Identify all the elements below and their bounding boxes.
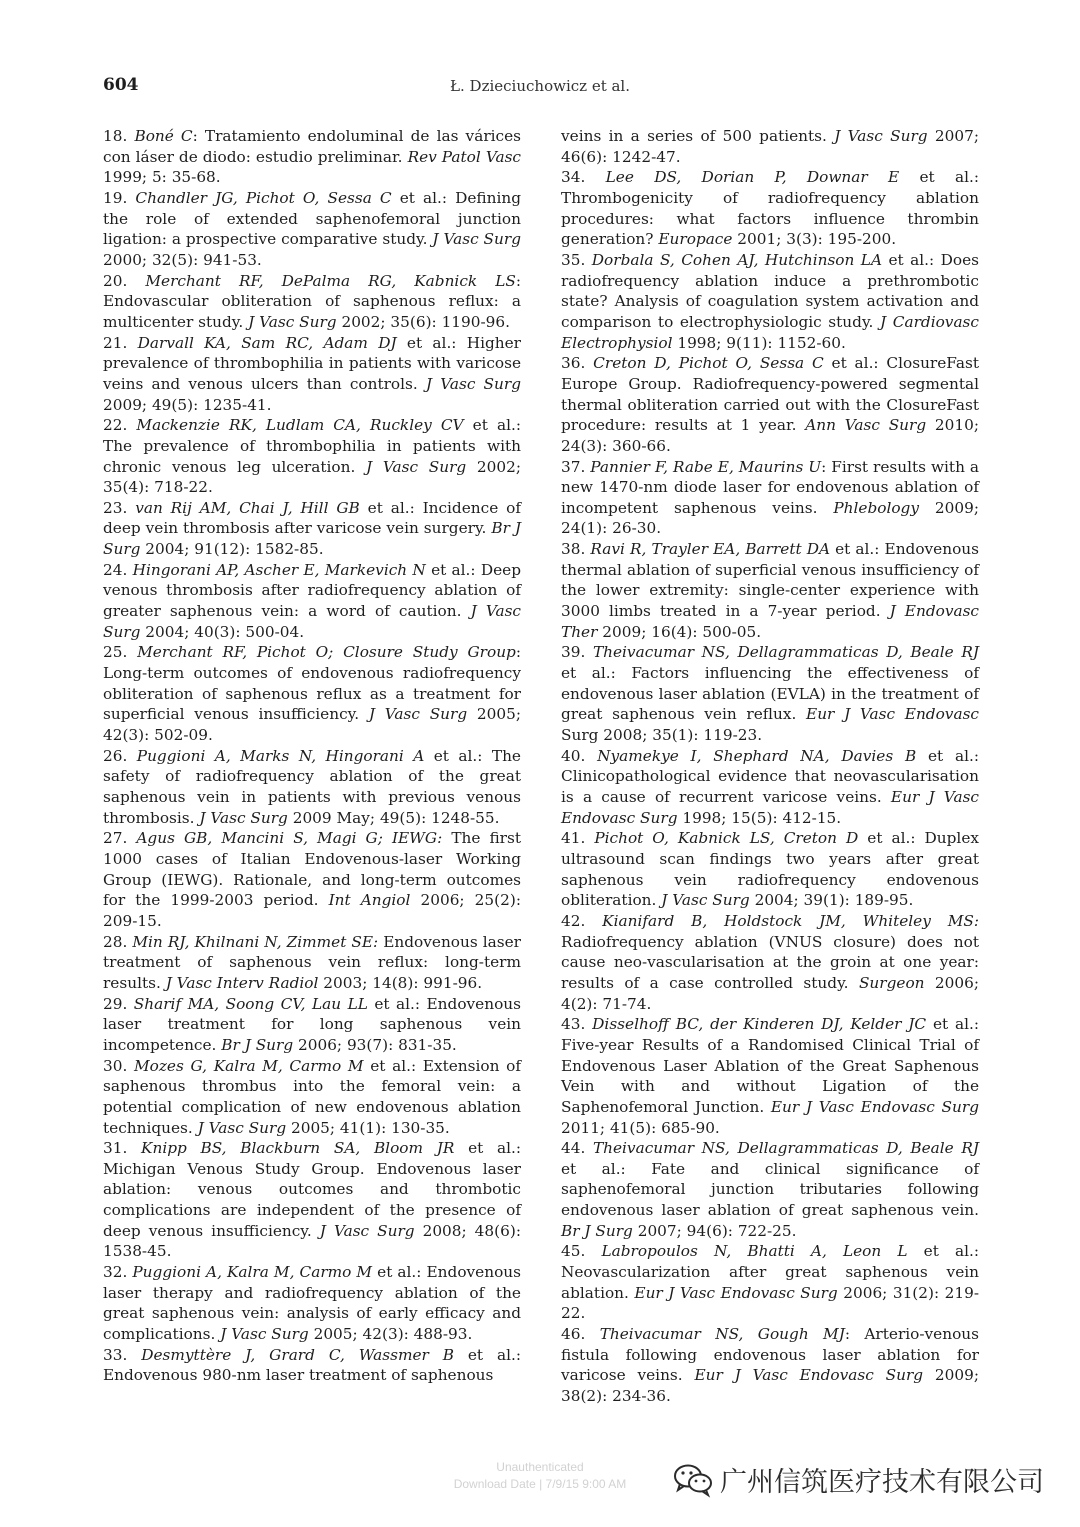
reference-number: 46. [561, 1325, 586, 1344]
reference-cite: 2004; 40(3): 500-04. [140, 622, 305, 641]
reference-authors: Labropoulos N, Bhatti A, Leon L [601, 1242, 908, 1261]
reference-item [561, 353, 979, 456]
reference-number: 28. [103, 932, 128, 951]
reference-rest: et al.: Endovenous 980-nm laser treatment of saphenous [103, 1345, 521, 1385]
reference-item [561, 828, 979, 911]
reference-rest: et al.: Deep venous thrombosis after radiofrequency ablation of greater saphenous vein: a word of caution. [103, 560, 521, 621]
reference-item [103, 560, 521, 643]
reference-authors: Mackenzie RK, Ludlam CA, Ruckley CV [136, 416, 464, 435]
reference-rest: et al.: Defining the role of extended saphenofemoral junction ligation: a prospective comparative study. [103, 188, 521, 249]
reference-authors: Sharif MA, Soong CV, Lau LL [133, 994, 368, 1013]
reference-cite: 2009; 24(1): 26-30. [561, 498, 979, 538]
reference-rest: Radiofrequency ablation (VNUS closure) does not cause neo-vascularisation at the groin at one year: results of a case controlled study. [561, 932, 979, 992]
reference-number: 23. [103, 498, 128, 517]
reference-item [561, 746, 979, 829]
download-stamp-line1: Unauthenticated [496, 1460, 584, 1474]
reference-journal: J Vasc Surg [319, 1221, 415, 1240]
reference-item [103, 1056, 521, 1139]
reference-item [561, 457, 979, 540]
reference-journal: Eur J Vasc Endovasc Surg [561, 788, 979, 827]
reference-journal: Surgeon [858, 973, 925, 992]
reference-number: 42. [561, 911, 586, 930]
reference-journal: J Vasc Surg [366, 457, 467, 476]
reference-authors: Nyamekye I, Shephard NA, Davies B [597, 746, 917, 765]
reference-item [561, 1324, 979, 1407]
reference-cite: Surg 2008; 35(1): 119-23. [561, 726, 763, 745]
reference-authors: Mozes G, Kalra M, Carmo M [134, 1056, 364, 1075]
reference-journal: Eur J Vasc Endovasc Surg [634, 1283, 838, 1302]
reference-item [561, 642, 979, 745]
reference-cite: 2005; 42(3): 488-93. [308, 1325, 473, 1344]
reference-item [103, 498, 521, 560]
reference-journal: J Vasc Surg [661, 891, 750, 910]
reference-cite: 2005; 41(1): 130-35. [286, 1118, 450, 1137]
reference-item [103, 188, 521, 271]
reference-item [103, 642, 521, 745]
reference-item [561, 911, 979, 1014]
reference-journal: Eur J Vasc Endovasc Surg [694, 1366, 924, 1385]
reference-continuation [561, 126, 979, 167]
reference-list-right [561, 126, 979, 1407]
reference-cite: 2004; 39(1): 189-95. [749, 891, 914, 910]
reference-rest: et al.: Clinicopathological evidence that neovascularisation is a cause of recurrent varicose veins. [561, 746, 979, 806]
reference-journal: Br J Surg [561, 1221, 633, 1240]
reference-rest: : Long-term outcomes of endovenous radiofrequency obliteration of saphenous reflux as a treatment for superficial venous insufficiency. [103, 643, 521, 724]
reference-cite: 2005; 42(3): 502-09. [103, 705, 521, 745]
reference-rest: et al.: Higher prevalence of thrombophilia in patients with varicose veins and venous ulcers than controls. [103, 333, 521, 393]
reference-item [561, 1014, 979, 1138]
reference-rest: et al.: The prevalence of thrombophilia in patients with chronic venous leg ulceration. [103, 416, 521, 476]
reference-cite: 2006; 31(2): 219-22. [561, 1283, 980, 1323]
reference-journal: J Vasc Surg [197, 1118, 287, 1137]
reference-authors: Merchant RF, Pichot O; Closure Study Group [137, 643, 516, 662]
reference-cite: 2009; 38(2): 234-36. [561, 1366, 979, 1406]
reference-number: 19. [103, 188, 128, 207]
reference-rest: et al.: Does radiofrequency ablation induce a prethrombotic state? Analysis of coagulation system activation and comparison to electrophysiologic study. [561, 250, 979, 331]
reference-number: 38. [561, 540, 586, 559]
reference-item [103, 1345, 521, 1386]
reference-number: 25. [103, 643, 128, 662]
reference-rest: et al.: Incidence of deep vein thrombosis after varicose vein surgery. [103, 498, 521, 538]
reference-item [103, 126, 521, 188]
reference-rest: et al.: Thrombogenicity of radiofrequency ablation procedures: what factors influence thrombin generation? [561, 168, 980, 249]
reference-cite: 2002; 35(6): 1190-96. [336, 312, 510, 331]
reference-rest: et al.: Five-year Results of a Randomised Clinical Trial of Endovenous Laser Ablation of the Great Saphenous Vein with and without Ligation of the Saphenofemoral Junction. [561, 1015, 979, 1116]
reference-journal: Rev Patol Vasc [407, 147, 521, 166]
reference-number: 39. [561, 643, 586, 662]
reference-number: 32. [103, 1263, 128, 1282]
reference-item [561, 539, 979, 642]
reference-cite: 2000; 32(5): 941-53. [103, 250, 262, 269]
reference-journal: J Vasc Surg [103, 602, 521, 641]
reference-authors: Darvall KA, Sam RC, Adam DJ [137, 333, 397, 352]
page-number: 604 [103, 75, 139, 95]
reference-number: 27. [103, 829, 128, 848]
reference-number: 34. [561, 168, 586, 187]
reference-authors: Pannier F, Rabe E, Maurins U [590, 457, 822, 476]
reference-list-left [103, 126, 521, 1386]
reference-authors: Boné C [134, 127, 193, 145]
reference-rest: et al.: Endovenous laser therapy and radiofrequency ablation of the great saphenous vein: analysis of early efficacy and complications. [103, 1263, 521, 1344]
reference-item [103, 828, 521, 931]
reference-rest: et al.: Duplex ultrasound scan findings two years after great saphenous vein radiofrequency endovenous obliteration. [561, 829, 979, 910]
reference-number: 40. [561, 746, 586, 765]
reference-item [561, 1138, 979, 1241]
reference-authors: Merchant RF, DePalma RG, Kabnick LS [145, 271, 516, 290]
reference-number: 26. [103, 746, 128, 765]
reference-journal: J Vasc Surg [368, 705, 468, 724]
reference-number: 20. [103, 271, 128, 290]
reference-number: 41. [561, 829, 586, 848]
reference-authors: Puggioni A, Kalra M, Carmo M [132, 1263, 373, 1282]
reference-authors: Agus GB, Mancini S, Magi G; IEWG: [136, 829, 443, 848]
reference-journal: Europace [658, 230, 733, 249]
download-stamp [430, 1459, 650, 1493]
reference-rest: Endovenous laser treatment of saphenous vein reflux: long-term results. [103, 932, 521, 992]
reference-rest: et al.: Endovenous laser treatment for long saphenous vein incompetence. [103, 994, 521, 1054]
reference-rest: veins in a series of 500 patients. [561, 127, 835, 145]
reference-journal: J Vasc Surg [432, 230, 521, 249]
reference-journal: Br J Surg [103, 519, 521, 559]
reference-cite: 2011; 41(5): 685-90. [561, 1118, 720, 1137]
reference-journal: J Vasc Surg [425, 374, 521, 393]
reference-authors: Ravi R, Trayler EA, Barrett DA [590, 540, 831, 559]
reference-number: 18. [103, 127, 128, 145]
reference-cite: 2006; 93(7): 831-35. [293, 1035, 457, 1054]
reference-rest: : Endovascular obliteration of saphenous reflux: a multicenter study. [103, 271, 521, 331]
reference-cite: 2009; 16(4): 500-05. [597, 622, 762, 641]
reference-journal: J Vasc Surg [834, 127, 928, 145]
reference-authors: van Rij AM, Chai J, Hill GB [135, 498, 360, 517]
reference-rest: et al.: Michigan Venous Study Group. Endovenous laser ablation: venous outcomes and thrombotic complications are independent of the presence of deep venous insufficiency. [103, 1139, 521, 1240]
reference-rest: et al.: Factors influencing the effectiveness of endovenous laser ablation (EVLA) in the treatment of great saphenous vein reflux. [561, 664, 979, 724]
reference-authors: Chandler JG, Pichot O, Sessa C [135, 188, 392, 207]
reference-cite: 2004; 91(12): 1582-85. [140, 540, 324, 559]
reference-authors: Creton D, Pichot O, Sessa C [593, 354, 824, 373]
reference-cite: 2002; 35(4): 718-22. [103, 457, 521, 497]
reference-journal: J Endovasc Ther [561, 602, 980, 641]
reference-cite: 2006; 25(2): 209-15. [103, 891, 521, 930]
reference-rest: : First results with a new 1470-nm diode laser for endovenous ablation of incompetent saphenous veins. [561, 457, 980, 517]
reference-authors: Theivacumar NS, Dellagrammaticas D, Beale RJ [592, 1139, 979, 1158]
reference-authors: Puggioni A, Marks N, Hingorani A [136, 746, 425, 765]
wechat-icon [672, 1462, 714, 1498]
reference-cite: 1999; 5: 35-68. [103, 168, 221, 187]
reference-journal: J Vasc Interv Radiol [165, 973, 319, 992]
reference-number: 37. [561, 457, 586, 476]
reference-item [103, 932, 521, 994]
reference-cite: 2003; 14(8): 991-96. [318, 973, 483, 992]
reference-item [103, 746, 521, 829]
reference-rest: et al.: Neovascularization after great saphenous vein ablation. [561, 1242, 979, 1302]
reference-number: 33. [103, 1345, 128, 1364]
reference-number: 21. [103, 333, 128, 352]
watermark-text: 广州信筑医疗技术有限公司 [720, 1467, 1044, 1498]
reference-authors: Theivacumar NS, Gough MJ [599, 1325, 845, 1344]
reference-authors: Min RJ, Khilnani N, Zimmet SE: [132, 932, 379, 951]
reference-number: 30. [103, 1056, 128, 1075]
reference-cite: 1998; 15(5): 412-15. [677, 808, 842, 827]
reference-cite: 2008; 48(6): 1538-45. [103, 1221, 521, 1261]
reference-journal: Eur J Vasc Endovasc [806, 705, 979, 724]
reference-cite: 2007; 94(6): 722-25. [632, 1221, 797, 1240]
reference-journal: J Vasc Surg [248, 312, 337, 331]
reference-authors: Theivacumar NS, Dellagrammaticas D, Beale RJ [592, 643, 979, 662]
reference-number: 29. [103, 994, 128, 1013]
reference-item [561, 250, 979, 353]
reference-cite: 2009; 49(5): 1235-41. [103, 395, 272, 414]
reference-item [103, 1138, 521, 1262]
reference-cite: 2007; 46(6): 1242-47. [561, 127, 979, 166]
reference-rest: et al.: ClosureFast Europe Group. Radiofrequency-powered segmental thermal obliteration carried out with the ClosureFast procedure: results at 1 year. [561, 354, 979, 435]
reference-authors: Disselhoff BC, der Kinderen DJ, Kelder JC [592, 1015, 927, 1034]
reference-rest: et al.: Extension of saphenous thrombus into the femoral vein: a potential complication of new endovenous ablation techniques. [103, 1056, 521, 1137]
reference-cite: 2001; 3(3): 195-200. [732, 230, 897, 249]
reference-item [103, 415, 521, 498]
reference-number: 22. [103, 416, 128, 435]
reference-item [103, 994, 521, 1056]
reference-rest: et al.: The safety of radiofrequency ablation of the great saphenous vein in patients with previous venous thrombosis. [103, 746, 521, 827]
reference-rest: The first 1000 cases of Italian Endovenous-laser Working Group (IEWG). Rationale, and long-term outcomes for the 1999-2003 period. [103, 829, 521, 910]
reference-rest: : Arterio-venous fistula following endovenous laser ablation for varicose veins. [561, 1325, 979, 1385]
download-stamp-line2: Download Date | 7/9/15 9:00 AM [453, 1477, 627, 1491]
reference-authors: Dorbala S, Cohen AJ, Hutchinson LA [591, 250, 883, 269]
reference-number: 35. [561, 250, 586, 269]
reference-journal: J Cardiovasc Electrophysiol [561, 312, 979, 352]
reference-cite: 1998; 9(11): 1152-60. [672, 333, 846, 352]
reference-number: 43. [561, 1015, 586, 1034]
reference-cite: 2009 May; 49(5): 1248-55. [287, 808, 500, 827]
reference-rest: et al.: Endovenous thermal ablation of superficial venous insufficiency of the lower extremity: single-center experience with 3000 limbs treated in a 7-year period. [561, 540, 980, 621]
reference-authors: Pichot O, Kabnick LS, Creton D [594, 829, 859, 848]
running-head: Ł. Dzieciuchowicz et al. [449, 77, 630, 95]
reference-journal: Eur J Vasc Endovasc Surg [770, 1097, 979, 1116]
reference-number: 24. [103, 560, 128, 579]
reference-journal: Br J Surg [221, 1035, 294, 1054]
reference-authors: Kianifard B, Holdstock JM, Whiteley MS: [602, 911, 979, 930]
reference-cite: 2006; 4(2): 71-74. [561, 973, 979, 1013]
reference-authors: Knipp BS, Blackburn SA, Bloom JR [141, 1139, 455, 1158]
reference-item [561, 167, 979, 250]
reference-item [561, 1241, 979, 1324]
reference-journal: Ann Vasc Surg [805, 416, 927, 435]
publisher-watermark [672, 1460, 1044, 1499]
reference-number: 36. [561, 354, 586, 373]
reference-item [103, 1262, 521, 1345]
reference-authors: Desmyttère J, Grard C, Wassmer B [141, 1345, 454, 1364]
reference-item [103, 333, 521, 416]
reference-number: 45. [561, 1242, 586, 1261]
reference-number: 44. [561, 1139, 586, 1158]
reference-journal: Phlebology [833, 498, 919, 517]
reference-item [103, 271, 521, 333]
reference-authors: Lee DS, Dorian P, Downar E [605, 168, 900, 187]
reference-number: 31. [103, 1139, 128, 1158]
reference-rest: et al.: Fate and clinical significance of saphenofemoral junction tributaries following endovenous laser ablation of great saphenous vein. [561, 1159, 979, 1220]
reference-rest: : Tratamiento endoluminal de las várices con láser de diodo: estudio preliminar. [103, 127, 521, 166]
reference-journal: J Vasc Surg [220, 1325, 309, 1344]
reference-cite: 2010; 24(3): 360-66. [561, 416, 979, 455]
reference-authors: Hingorani AP, Ascher E, Markevich N [132, 560, 426, 579]
reference-journal: J Vasc Surg [199, 808, 288, 827]
reference-journal: Int Angiol [328, 891, 411, 910]
